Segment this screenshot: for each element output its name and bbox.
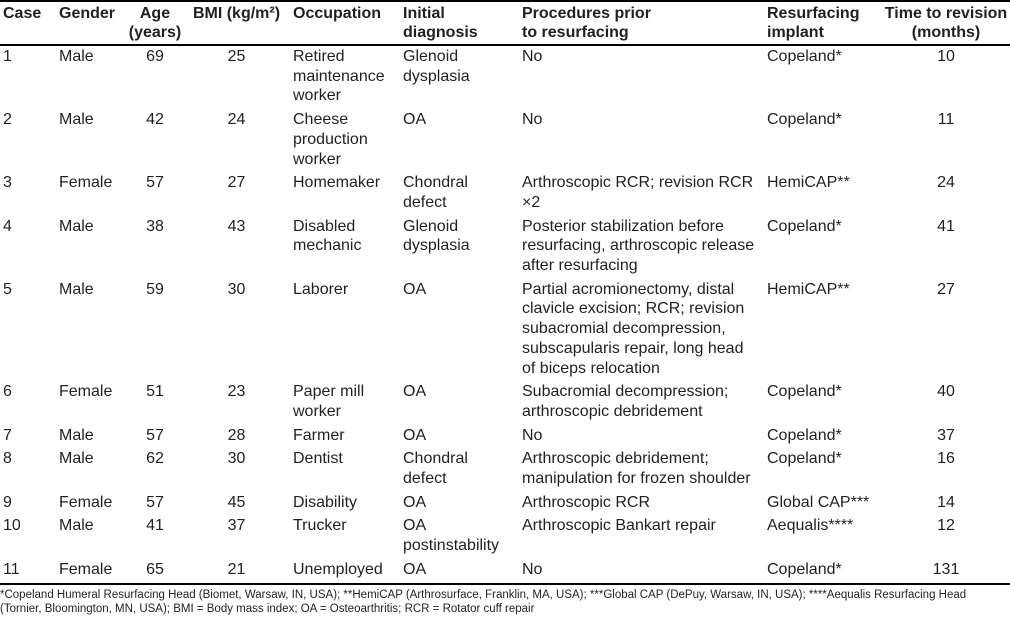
table-row — [0, 559, 1010, 584]
table-row — [0, 381, 1010, 424]
col-header-procedures — [517, 1, 762, 45]
cell-procedures: Arthroscopic RCR; revision RCR ×2 — [522, 174, 754, 211]
cell-time: 41 — [937, 217, 955, 235]
cell-occupation: Retired maintenance worker — [293, 48, 385, 105]
col-header-gender — [57, 1, 125, 45]
cell-procedures: Arthroscopic RCR — [522, 493, 651, 511]
table-row — [0, 45, 1010, 109]
cell-age: 57 — [146, 493, 164, 511]
table-row — [0, 425, 1010, 449]
cell-case: 3 — [3, 174, 12, 192]
cell-diagnosis: OA postinstability — [403, 517, 500, 555]
cell-time: 10 — [937, 48, 955, 65]
cell-case: 11 — [0, 559, 57, 584]
cell-time: 131 — [882, 559, 1010, 584]
cell-implant: Copeland* — [767, 48, 842, 65]
cell-time: 40 — [937, 383, 955, 401]
cell-age: 57 — [146, 426, 164, 444]
cell-occupation: Farmer — [293, 426, 345, 444]
cell-occupation: Homemaker — [293, 174, 381, 192]
table-row — [0, 448, 1010, 491]
cell-bmi: 28 — [227, 426, 246, 444]
cell-diagnosis: Glenoid dysplasia — [403, 48, 470, 85]
cell-procedures: Partial acromionectomy, distal clavicle excision; RCR; revision subacromial decompression, subscapularis repair, long head of biceps relocation — [522, 280, 745, 377]
cell-occupation: Trucker — [293, 517, 347, 535]
table-header — [0, 1, 1010, 45]
table-row — [0, 172, 1010, 215]
cell-time: 11 — [937, 111, 955, 129]
cell-diagnosis: OA — [403, 493, 427, 511]
cell-diagnosis: OA — [398, 559, 517, 584]
cell-age: 59 — [146, 280, 164, 298]
cell-bmi: 25 — [227, 48, 246, 65]
cell-bmi: 24 — [227, 111, 246, 129]
cell-bmi: 45 — [227, 493, 246, 511]
cell-gender: Female — [57, 559, 125, 584]
cell-procedures: Subacromial decompression; arthroscopic debridement — [522, 383, 729, 420]
header-line: Case — [3, 5, 42, 22]
cell-age: 62 — [146, 450, 164, 468]
cell-occupation: Laborer — [293, 280, 349, 298]
header-line: to resurfacing — [522, 24, 629, 41]
header-line: Initial — [403, 5, 445, 22]
header-line: (years) — [128, 24, 182, 41]
cell-procedures: No — [517, 559, 762, 584]
cell-bmi: 27 — [227, 174, 246, 192]
cell-gender: Male — [59, 111, 94, 129]
cell-occupation: Disabled mechanic — [293, 217, 362, 255]
header-line: Procedures prior — [522, 5, 651, 22]
cell-age: 41 — [146, 517, 164, 535]
header-line: Gender — [59, 5, 116, 22]
cell-implant: Global CAP*** — [767, 493, 870, 511]
cell-gender: Male — [59, 48, 94, 65]
cell-gender: Male — [59, 217, 94, 235]
col-header-bmi — [185, 1, 288, 45]
cell-occupation: Disability — [293, 493, 358, 511]
cell-case: 4 — [3, 217, 12, 235]
header-line: implant — [767, 24, 824, 41]
cell-case: 10 — [3, 517, 21, 535]
cell-occupation: Dentist — [293, 450, 343, 468]
col-header-implant — [762, 1, 882, 45]
cell-occupation: Unemployed — [288, 559, 398, 584]
cell-age: 69 — [146, 48, 164, 65]
table-row — [0, 492, 1010, 516]
cell-implant: Copeland* — [767, 426, 842, 444]
cell-bmi: 23 — [227, 383, 246, 401]
cell-time: 37 — [937, 426, 955, 444]
cell-gender: Male — [59, 450, 94, 468]
cell-case: 1 — [3, 48, 12, 65]
cell-implant: HemiCAP** — [767, 174, 850, 192]
cell-occupation: Paper mill worker — [293, 383, 365, 420]
table-row — [0, 216, 1010, 279]
cell-gender: Female — [59, 383, 113, 401]
cell-bmi: 37 — [227, 517, 246, 535]
col-header-initial-diagnosis — [398, 1, 517, 45]
col-header-case — [0, 1, 57, 45]
cell-age: 42 — [146, 111, 164, 129]
col-header-age — [125, 1, 185, 45]
cell-age: 38 — [146, 217, 164, 235]
cell-procedures: Posterior stabilization before resurfacing, arthroscopic release after resurfacing — [522, 217, 755, 275]
cell-implant: Aequalis**** — [767, 517, 854, 535]
cell-time: 27 — [937, 280, 955, 298]
table-row — [0, 279, 1010, 382]
cell-time: 16 — [937, 450, 955, 468]
cell-case: 6 — [3, 383, 12, 401]
cell-diagnosis: Chondral defect — [403, 450, 468, 488]
header-line: Time to revision — [884, 5, 1008, 22]
cell-gender: Female — [59, 174, 113, 192]
col-header-time-to-revision — [882, 1, 1010, 45]
header-line: (months) — [911, 24, 981, 41]
table-row — [0, 515, 1010, 558]
header-line: BMI (kg/m²) — [192, 5, 281, 22]
cell-age: 65 — [125, 559, 185, 584]
cell-case: 9 — [3, 493, 12, 511]
cell-age: 51 — [146, 383, 164, 401]
cell-implant: Copeland* — [767, 217, 842, 235]
cell-gender: Female — [59, 493, 113, 511]
table-row — [0, 109, 1010, 172]
cell-occupation: Cheese production worker — [293, 111, 368, 168]
cell-diagnosis: Glenoid dysplasia — [403, 217, 470, 255]
cell-implant: Copeland* — [767, 450, 842, 468]
cell-case: 2 — [3, 111, 12, 129]
cell-bmi: 30 — [227, 280, 246, 298]
header-line: diagnosis — [403, 24, 478, 41]
cell-procedures: Arthroscopic Bankart repair — [522, 517, 716, 535]
cell-gender: Male — [59, 280, 94, 298]
cell-time: 14 — [937, 493, 955, 511]
cell-diagnosis: OA — [403, 111, 427, 129]
table-body — [0, 45, 1010, 584]
col-header-occupation — [288, 1, 398, 45]
cell-implant: HemiCAP** — [767, 280, 850, 298]
cell-case: 5 — [3, 280, 12, 298]
header-line: Age — [139, 5, 171, 22]
cell-implant: Copeland* — [762, 559, 882, 584]
cell-diagnosis: OA — [403, 280, 427, 298]
cell-bmi: 30 — [227, 450, 246, 468]
cell-procedures: No — [522, 48, 543, 65]
cell-procedures: No — [522, 426, 543, 444]
cell-time: 12 — [937, 517, 955, 535]
cell-implant: Copeland* — [767, 111, 842, 129]
cell-diagnosis: OA — [403, 426, 427, 444]
cell-gender: Male — [59, 426, 94, 444]
cell-bmi: 43 — [227, 217, 246, 235]
cell-case: 7 — [3, 426, 12, 444]
header-line: Resurfacing — [767, 5, 860, 22]
cell-age: 57 — [146, 174, 164, 192]
cell-procedures: Arthroscopic debridement; manipulation for frozen shoulder — [522, 450, 751, 488]
cell-gender: Male — [59, 517, 94, 535]
cell-implant: Copeland* — [767, 383, 842, 401]
cell-case: 8 — [3, 450, 12, 468]
table-header-row — [0, 1, 1010, 45]
cell-bmi: 21 — [185, 559, 288, 584]
cell-diagnosis: OA — [403, 383, 427, 401]
cell-time: 24 — [937, 174, 955, 192]
header-line: Occupation — [293, 5, 382, 22]
cell-diagnosis: Chondral defect — [403, 174, 468, 211]
cell-procedures: No — [522, 111, 543, 129]
table-footnote: *Copeland Humeral Resurfacing Head (Biomet, Warsaw, IN, USA); **HemiCAP (Arthrosurface, Franklin, MA, USA); ***Global CAP (DePuy, Warsaw, IN, USA); ****Aequalis Resurfacing Head (Tornier, Bloomington, MN, USA); BMI = Body mass index; OA = Osteoarthritis; RCR = Rotator cuff repair — [0, 588, 967, 615]
